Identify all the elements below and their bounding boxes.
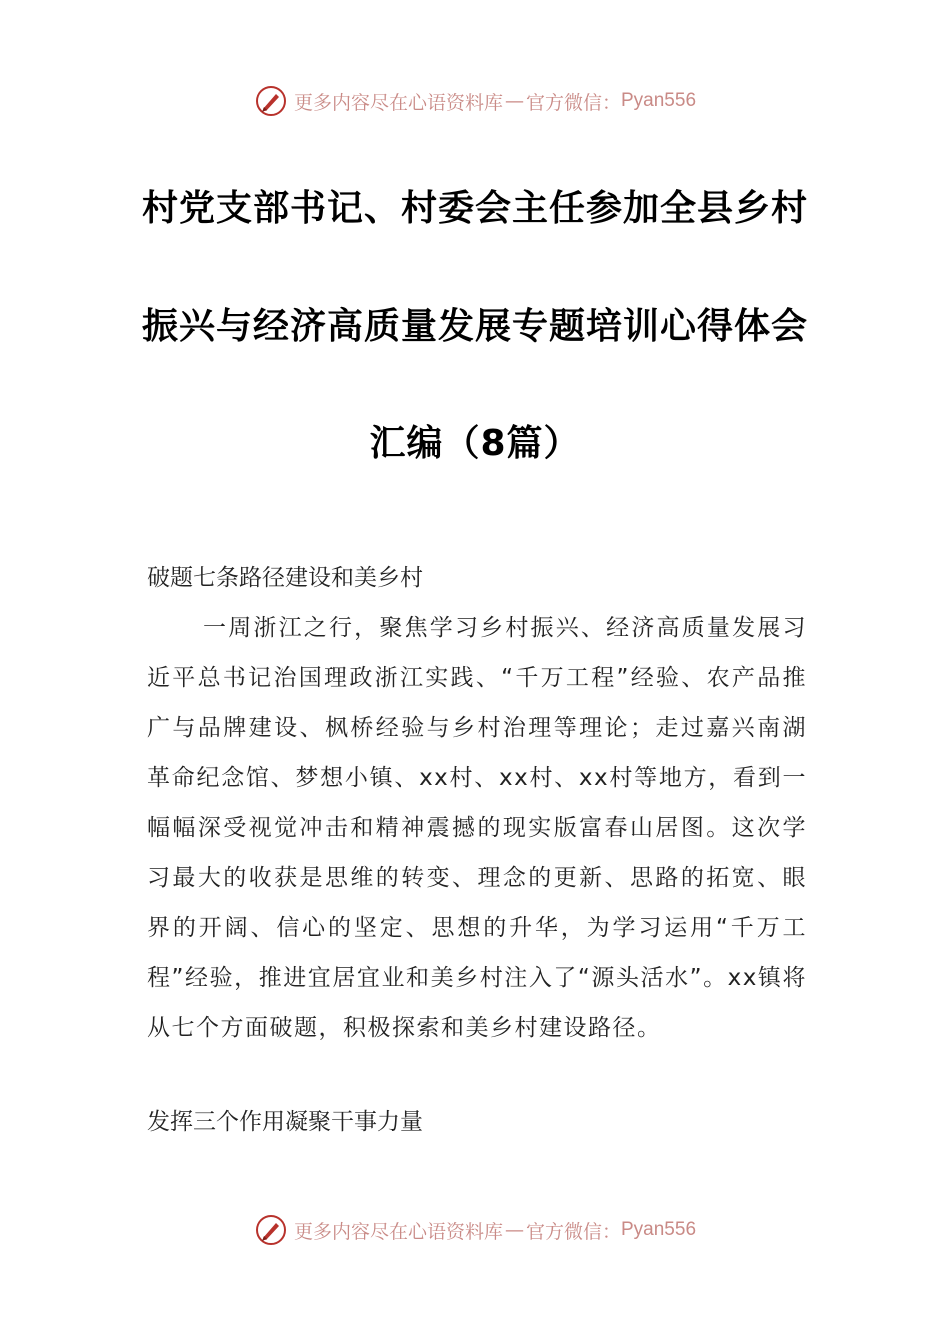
watermark-text: 更多内容尽在心语资料库 [293, 91, 503, 114]
watermark-text: 更多内容尽在心语资料库 [293, 1220, 503, 1243]
title-line-2: 振兴与经济高质量发展专题培训心得体会 [141, 306, 808, 347]
watermark-separator: — [504, 1219, 524, 1241]
pen-circle-logo-icon [254, 84, 288, 118]
section-heading-1: 破题七条路径建设和美乡村 [147, 565, 423, 591]
watermark-separator: — [504, 90, 524, 112]
section-heading-2: 发挥三个作用凝聚干事力量 [147, 1109, 423, 1135]
watermark-wechat-id: Pyan556 [621, 1219, 697, 1240]
header-watermark [0, 84, 950, 118]
title-line-3: 汇编（8篇） [369, 423, 581, 464]
watermark-wechat-label: 官方微信： [525, 1220, 621, 1243]
title-line-1: 村党支部书记、村委会主任参加全县乡村 [141, 188, 808, 229]
body-paragraph: 一周浙江之行，聚焦学习乡村振兴、经济高质量发展习近平总书记治国理政浙江实践、“千万工程”经验、农产品推广与品牌建设、枫桥经验与乡村治理等理论；走过嘉兴南湖革命纪念馆、梦想小镇、xx村、xx村、xx村等地方，看到一幅幅深受视觉冲击和精神震撼的现实版富春山居图。这次学习最大的收获是思维的转变、理念的更新、思路的拓宽、眼界的开阔、信心的坚定、思想的升华，为学习运用“千万工程”经验，推进宜居宜业和美乡村注入了“源头活水”。xx镇将从七个方面破题，积极探索和美乡村建设路径。 [147, 615, 807, 1041]
footer-watermark [0, 1213, 950, 1247]
pen-circle-logo-icon [254, 1213, 288, 1247]
watermark-wechat-label: 官方微信： [525, 91, 621, 114]
watermark-wechat-id: Pyan556 [621, 90, 697, 111]
